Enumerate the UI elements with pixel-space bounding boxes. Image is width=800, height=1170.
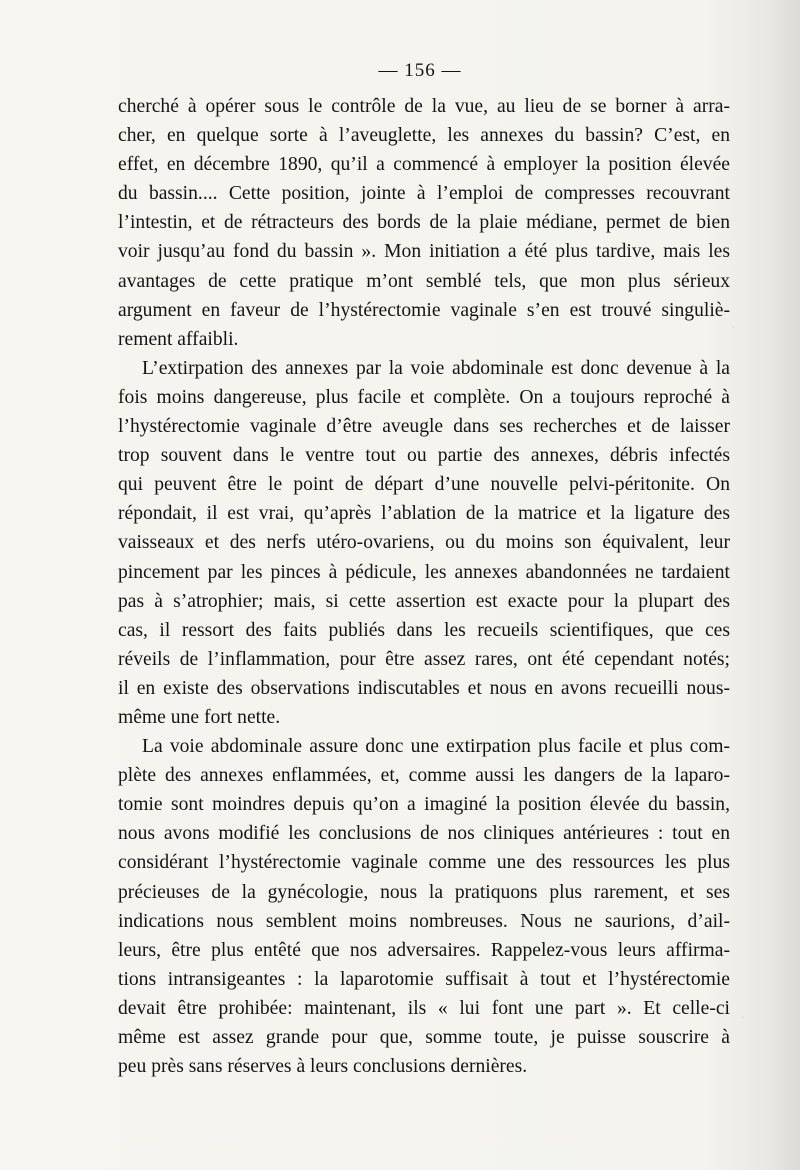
text-line: répondait, il est vrai, qu’après l’ablation de la matrice et la ligature des	[118, 503, 730, 525]
text-line: L’extirpation des annexes par la voie abdominale est donc devenue à la	[142, 357, 730, 379]
text-line: trop souvent dans le ventre tout ou partie des annexes, débris infectés	[118, 445, 730, 467]
text-line: La voie abdominale assure donc une extirpation plus facile et plus com-	[142, 736, 730, 758]
text-line: réveils de l’inflammation, pour être assez rares, ont été cependant notés;	[118, 648, 730, 670]
bleed-through-mark: ·	[740, 1008, 746, 1027]
text-line: devait être prohibée: maintenant, ils « lui font une part ». Et celle-ci	[118, 997, 730, 1019]
text-line: pincement par les pinces à pédicule, les annexes abandonnées ne tardaient	[118, 561, 730, 583]
body-text	[118, 92, 730, 1081]
text-line: tomie sont moindres depuis qu’on a imaginé la position élevée du bassin,	[118, 794, 730, 816]
text-line: cas, il ressort des faits publiés dans les recueils scientifiques, que ces	[118, 619, 730, 641]
text-line: il en existe des observations indiscutables et nous en avons recueilli nous-	[118, 677, 730, 699]
text-line: indications nous semblent moins nombreuses. Nous ne saurions, d’ail-	[118, 910, 730, 932]
text-line: peu près sans réserves à leurs conclusions dernières.	[118, 1056, 528, 1078]
text-line: plète des annexes enflammées, et, comme aussi les dangers de la laparo-	[118, 765, 730, 787]
text-line: argument en faveur de l’hystérectomie vaginale s’en est trouvé singuliè-	[118, 299, 730, 321]
text-line: nous avons modifié les conclusions de nos cliniques antérieures : tout en	[118, 823, 730, 845]
text-line: cher, en quelque sorte à l’aveuglette, les annexes du bassin? C’est, en	[118, 125, 730, 147]
text-line: effet, en décembre 1890, qu’il a commencé à employer la position élevée	[118, 154, 730, 176]
text-line: rement affaibli.	[118, 328, 239, 350]
text-line: considérant l’hystérectomie vaginale comme une des ressources les plus	[118, 852, 730, 874]
text-line: même une fort nette.	[118, 706, 281, 728]
text-line: du bassin.... Cette position, jointe à l’emploi de compresses recouvrant	[118, 183, 730, 205]
text-line: l’intestin, et de rétracteurs des bords de la plaie médiane, permet de bien	[118, 212, 730, 234]
text-line: cherché à opérer sous le contrôle de la vue, au lieu de se borner à arra-	[118, 96, 730, 117]
text-line: vaisseaux et des nerfs utéro-ovariens, ou du moins son équivalent, leur	[118, 532, 730, 554]
text-line: tions intransigeantes : la laparotomie suffisait à tout et l’hystérectomie	[118, 968, 730, 990]
text-line: précieuses de la gynécologie, nous la pratiquons plus rarement, et ses	[118, 881, 730, 903]
bleed-through-mark: ·	[730, 318, 736, 337]
text-line: même est assez grande pour que, somme toute, je puisse souscrire à	[118, 1027, 730, 1048]
text-line: fois moins dangereuse, plus facile et complète. On a toujours reproché à	[118, 386, 730, 408]
page-number: — 156 —	[378, 60, 462, 81]
text-line: l’hystérectomie vaginale d’être aveugle dans ses recherches et de laisser	[118, 416, 730, 438]
text-line: voir jusqu’au fond du bassin ». Mon initiation a été plus tardive, mais les	[118, 241, 730, 263]
text-line: avantages de cette pratique m’ont semblé tels, que mon plus sérieux	[118, 270, 730, 292]
text-line: qui peuvent être le point de départ d’une nouvelle pelvi-péritonite. On	[118, 474, 730, 496]
text-line: pas à s’atrophier; mais, si cette assertion est exacte pour la plupart des	[118, 590, 730, 612]
text-line: leurs, être plus entêté que nos adversaires. Rappelez-vous leurs affirma-	[118, 939, 730, 961]
